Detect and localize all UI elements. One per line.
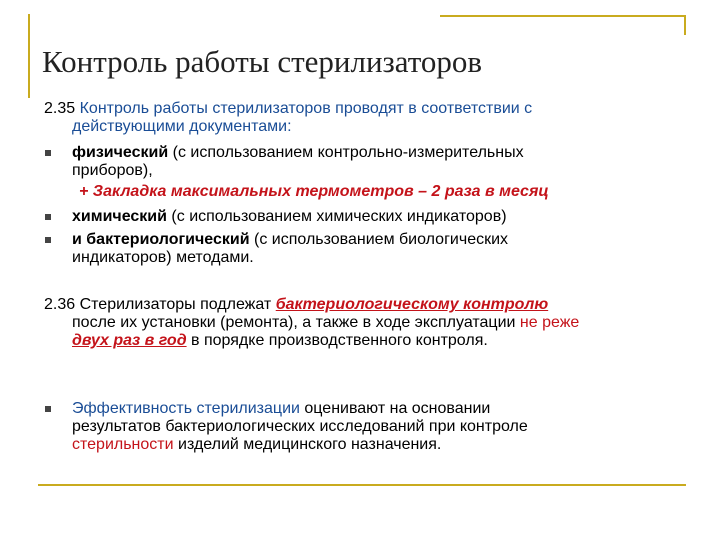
paragraph-text: Контроль работы стерилизаторов проводят в соответствии с	[79, 100, 533, 117]
method-bacteriological	[72, 231, 692, 267]
method-description: (с использованием биологических	[254, 231, 509, 248]
paragraph-2-35	[44, 100, 694, 136]
decorative-right-line	[684, 15, 686, 35]
method-description: (с использованием контрольно-измерительных	[172, 144, 524, 161]
method-physical	[72, 144, 692, 180]
method-description: (с использованием химических индикаторов)	[171, 208, 507, 225]
paragraph-2-36-line-3: двух раз в год в порядке производственного контроля.	[72, 332, 488, 349]
decorative-left-line	[28, 14, 30, 98]
bullet-square-icon	[45, 406, 51, 412]
paragraph-2-36	[44, 296, 694, 350]
paragraph-number: 2.36	[44, 296, 76, 313]
sterilization-efficiency: Эффективность стерилизации оценивают на основании результатов бактериологических исследований при контроле стерильности изделий медицинского назначения.	[72, 400, 528, 453]
decorative-bottom-line	[38, 484, 686, 486]
frequency-highlight: не реже	[519, 314, 580, 331]
bullet-square-icon	[45, 214, 51, 220]
bullet-square-icon	[45, 237, 51, 243]
method-description-cont: приборов),	[72, 162, 153, 179]
decorative-top-line	[440, 15, 686, 17]
method-description-cont: индикаторов) методами.	[72, 249, 254, 266]
paragraph-2-36-line-2: после их установки (ремонта), а также в ходе эксплуатации не реже	[72, 314, 580, 331]
slide-title: Контроль работы стерилизаторов	[42, 44, 483, 79]
sterility-term: стерильности	[72, 436, 174, 453]
method-chemical	[72, 208, 692, 226]
efficiency-term: Эффективность стерилизации	[72, 400, 300, 417]
paragraph-number: 2.35	[44, 100, 76, 117]
method-name: химический	[72, 208, 167, 225]
bookmark-note: + Закладка максимальных термометров – 2 раза в месяц	[79, 183, 549, 200]
paragraph-2-36-line-1: 2.36 Стерилизаторы подлежат бактериологическому контролю	[44, 296, 549, 313]
bacteriological-control-highlight: бактериологическому контролю	[275, 296, 549, 313]
paragraph-2-35-line-2: действующими документами:	[72, 118, 292, 135]
paragraph-2-35-line-1	[44, 100, 694, 118]
twice-a-year-highlight: двух раз в год	[72, 332, 187, 349]
method-name: физический	[72, 144, 169, 161]
bullet-square-icon	[45, 150, 51, 156]
method-name: и бактериологический	[72, 231, 250, 248]
